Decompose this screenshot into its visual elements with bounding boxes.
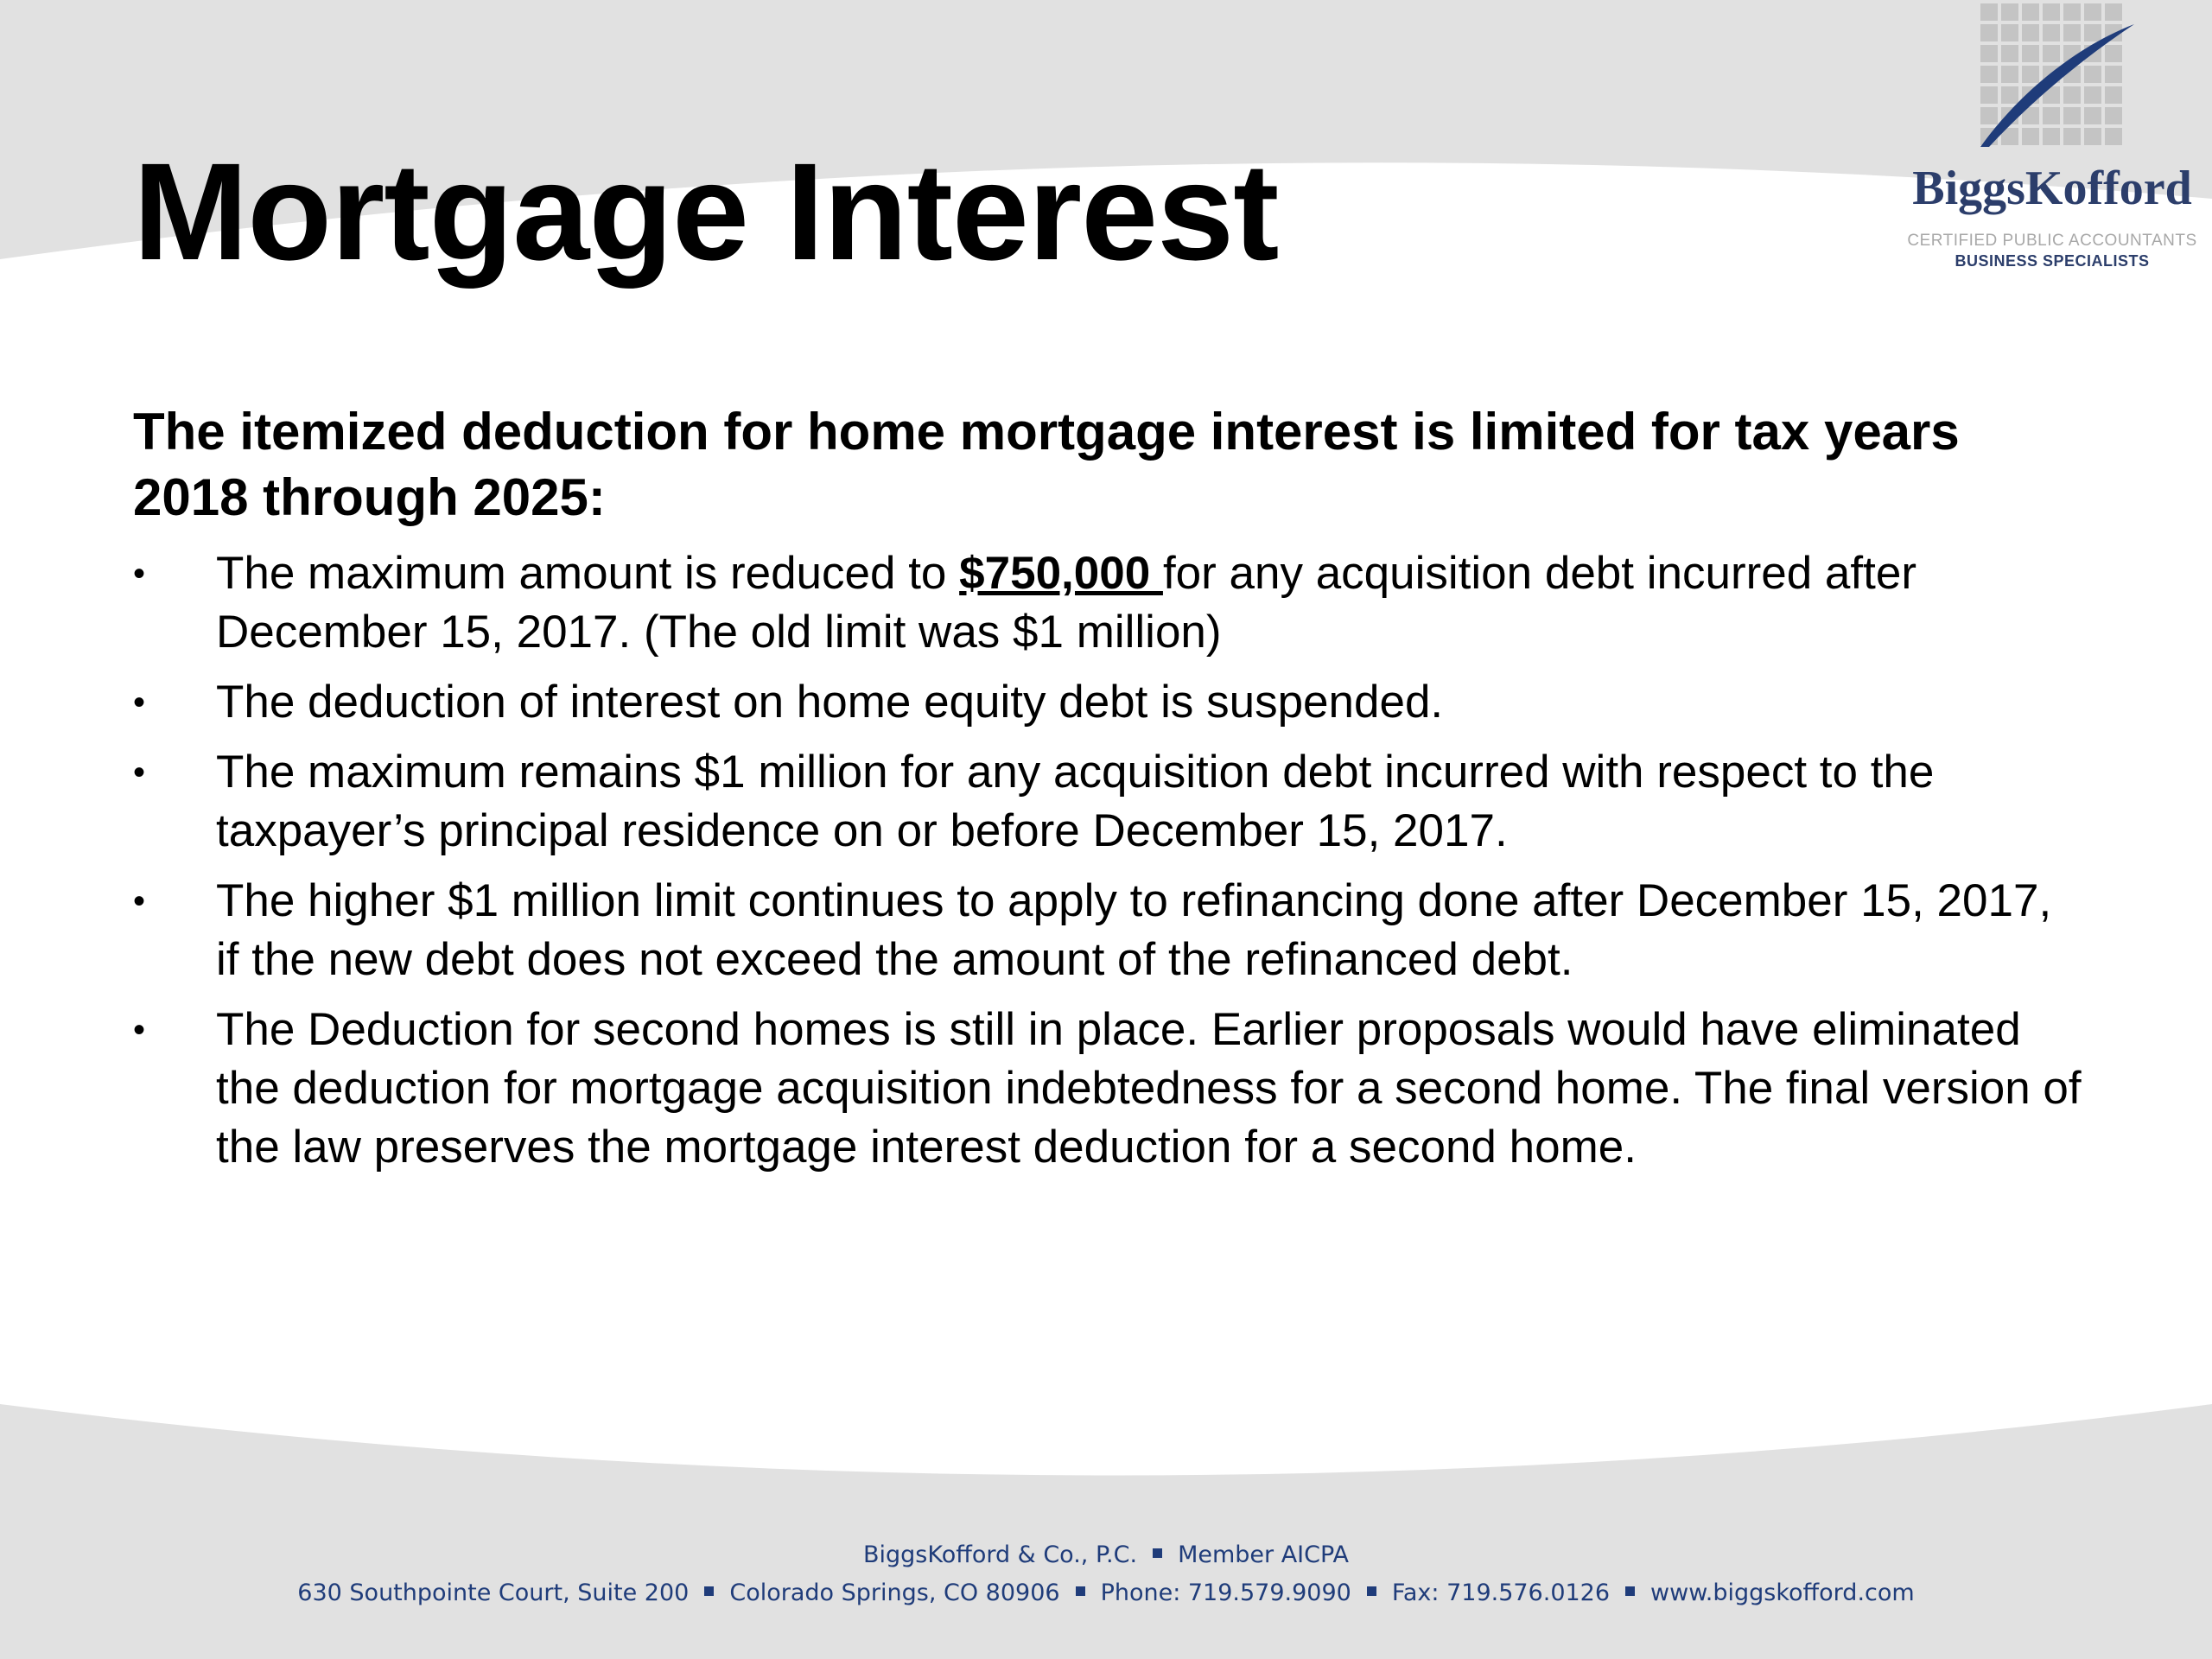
logo-grid-swoosh-icon (1979, 0, 2143, 151)
square-separator-icon (1076, 1586, 1085, 1596)
footer-address: 630 Southpointe Court, Suite 200 (297, 1580, 690, 1606)
logo-name: BiggsKofford (1912, 162, 2192, 215)
bullet-item (133, 544, 2086, 662)
square-separator-icon (704, 1586, 714, 1596)
bullet-item (133, 1001, 2086, 1177)
footer-membership: Member AICPA (1178, 1541, 1350, 1568)
bullet-item (133, 743, 2086, 861)
highlight-amount: $750,000 (959, 548, 1163, 599)
footer (0, 1536, 2212, 1612)
footer-city: Colorado Springs, CO 80906 (729, 1580, 1060, 1606)
company-logo (1892, 0, 2212, 285)
bullet-icon: • (133, 1011, 146, 1049)
footer-fax: Fax: 719.576.0126 (1391, 1580, 1611, 1606)
slide-title: Mortgage Interest (133, 134, 1279, 289)
logo-tagline: CERTIFIED PUBLIC ACCOUNTANTS (1907, 232, 2197, 250)
bullet-list (133, 544, 2086, 1177)
bullet-text: for any acquisition debt incurred after December 15, 2017. (The old limit was $1 million) (216, 548, 1916, 658)
footer-line-company (0, 1536, 2212, 1574)
bullet-text: The higher $1 million limit continues to apply to refinancing done after December 15, 2017, if the new debt does not exceed the amount of the refinanced debt. (216, 875, 2052, 985)
bullet-item (133, 872, 2086, 989)
square-separator-icon (1153, 1548, 1162, 1558)
bullet-text: The maximum remains $1 million for any acquisition debt incurred with respect to the taxpayer’s principal residence on or before December 15, 2017. (216, 747, 1935, 856)
footer-phone: Phone: 719.579.9090 (1100, 1580, 1351, 1606)
logo-subtagline: BUSINESS SPECIALISTS (1955, 252, 2150, 270)
bullet-icon: • (133, 683, 146, 721)
bullet-icon: • (133, 555, 146, 593)
bullet-text: The maximum amount is reduced to (216, 548, 960, 599)
bullet-icon: • (133, 882, 146, 920)
bullet-icon: • (133, 753, 146, 791)
square-separator-icon (1625, 1586, 1635, 1596)
slide-content (133, 399, 2086, 1188)
bullet-text: The Deduction for second homes is still in place. Earlier proposals would have eliminated the deduction for mortgage acquisition indebtedness for a second home. The final version of the law preserves the mortgage interest deduction for a second home. (216, 1004, 2082, 1173)
bullet-text: The deduction of interest on home equity debt is suspended. (216, 677, 1444, 728)
footer-line-contact (0, 1574, 2212, 1612)
footer-website-link[interactable]: www.biggskofford.com (1650, 1580, 1915, 1606)
intro-heading: The itemized deduction for home mortgage interest is limited for tax years 2018 through 2025: (133, 403, 1960, 526)
footer-company: BiggsKofford & Co., P.C. (862, 1541, 1138, 1568)
bottom-gray-band (0, 1404, 2212, 1659)
square-separator-icon (1367, 1586, 1376, 1596)
bullet-item (133, 673, 2086, 732)
